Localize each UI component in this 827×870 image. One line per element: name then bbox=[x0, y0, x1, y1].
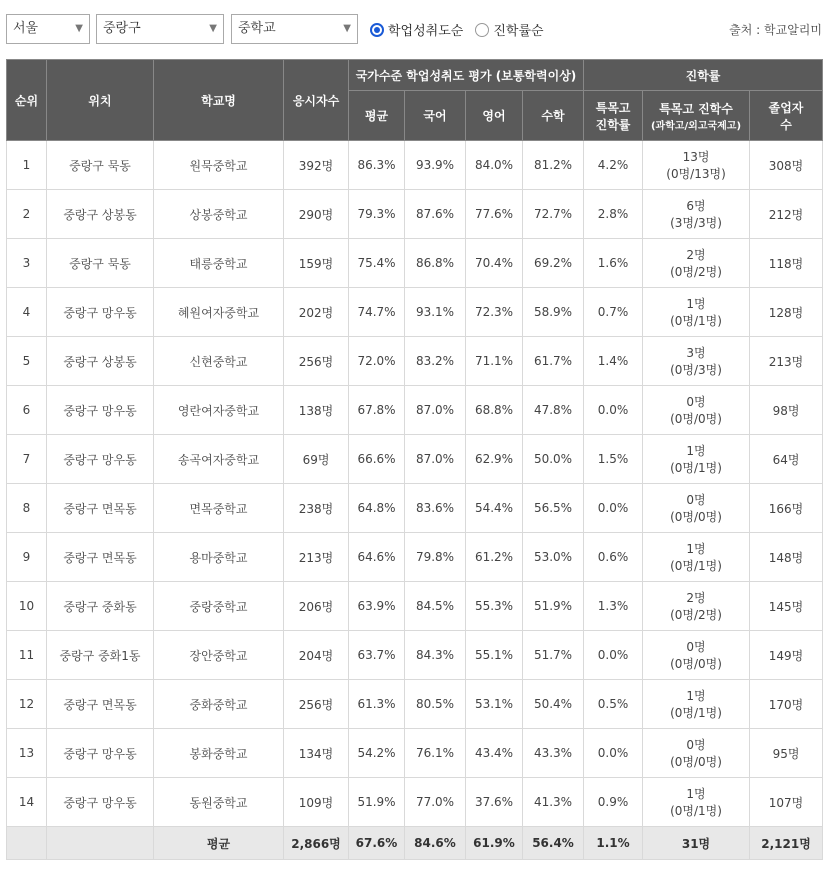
cell-applicants: 290명 bbox=[284, 190, 349, 239]
cell-special-count bbox=[643, 288, 750, 337]
cell-special-count bbox=[643, 190, 750, 239]
special-count-total: 3명 bbox=[686, 346, 706, 360]
cell-korean: 87.0% bbox=[405, 435, 466, 484]
cell-graduates: 98명 bbox=[750, 386, 823, 435]
cell-english: 54.4% bbox=[466, 484, 523, 533]
table-row bbox=[7, 484, 823, 533]
school-type-value: 중학교 bbox=[238, 21, 276, 36]
cell-special-count bbox=[643, 386, 750, 435]
cell-special-rate: 0.9% bbox=[584, 778, 643, 827]
region-select[interactable] bbox=[6, 14, 90, 44]
cell-special-rate: 1.4% bbox=[584, 337, 643, 386]
chevron-down-icon: ▼ bbox=[75, 23, 83, 34]
cell-special-count bbox=[643, 141, 750, 190]
header-achievement-group: 국가수준 학업성취도 평가 (보통학력이상) bbox=[349, 60, 584, 91]
header-location: 위치 bbox=[47, 60, 154, 141]
special-count-total: 1명 bbox=[686, 689, 706, 703]
cell-location: 중랑구 면목동 bbox=[47, 484, 154, 533]
cell-location: 중랑구 망우동 bbox=[47, 729, 154, 778]
special-count-total: 6명 bbox=[686, 199, 706, 213]
cell-rank: 6 bbox=[7, 386, 47, 435]
cell-graduates: 107명 bbox=[750, 778, 823, 827]
special-count-detail: (0명/2명) bbox=[670, 608, 722, 622]
table-row bbox=[7, 631, 823, 680]
header-special-count-line1: 특목고 진학수 bbox=[659, 101, 733, 116]
cell-math: 69.2% bbox=[523, 239, 584, 288]
header-special-rate bbox=[584, 91, 643, 141]
cell-applicants: 159명 bbox=[284, 239, 349, 288]
cell-english: 77.6% bbox=[466, 190, 523, 239]
cell-rank: 5 bbox=[7, 337, 47, 386]
cell-graduates: 166명 bbox=[750, 484, 823, 533]
special-count-detail: (0명/1명) bbox=[670, 461, 722, 475]
cell-location: 중랑구 면목동 bbox=[47, 680, 154, 729]
special-count-detail: (0명/0명) bbox=[670, 755, 722, 769]
special-count-total: 1명 bbox=[686, 542, 706, 556]
sort-radio-group bbox=[370, 20, 556, 39]
district-select[interactable] bbox=[96, 14, 224, 44]
cell-korean: 80.5% bbox=[405, 680, 466, 729]
cell-math: 50.0% bbox=[523, 435, 584, 484]
sort-radio-advancement[interactable] bbox=[475, 23, 489, 37]
avg-applicants: 2,866명 bbox=[284, 827, 349, 860]
sort-radio-achievement[interactable] bbox=[370, 23, 384, 37]
cell-avg: 74.7% bbox=[349, 288, 405, 337]
cell-applicants: 204명 bbox=[284, 631, 349, 680]
special-count-detail: (0명/3명) bbox=[670, 363, 722, 377]
cell-english: 62.9% bbox=[466, 435, 523, 484]
cell-school: 송곡여자중학교 bbox=[154, 435, 284, 484]
table-row bbox=[7, 337, 823, 386]
cell-applicants: 206명 bbox=[284, 582, 349, 631]
cell-korean: 79.8% bbox=[405, 533, 466, 582]
special-count-detail: (0명/0명) bbox=[670, 412, 722, 426]
school-type-select[interactable] bbox=[231, 14, 358, 44]
cell-english: 55.1% bbox=[466, 631, 523, 680]
cell-special-rate: 2.8% bbox=[584, 190, 643, 239]
cell-math: 50.4% bbox=[523, 680, 584, 729]
cell-applicants: 238명 bbox=[284, 484, 349, 533]
cell-korean: 76.1% bbox=[405, 729, 466, 778]
cell-avg: 51.9% bbox=[349, 778, 405, 827]
avg-special-count: 31명 bbox=[643, 827, 750, 860]
cell-location: 중랑구 망우동 bbox=[47, 435, 154, 484]
cell-applicants: 392명 bbox=[284, 141, 349, 190]
cell-math: 41.3% bbox=[523, 778, 584, 827]
header-math: 수학 bbox=[523, 91, 584, 141]
region-value: 서울 bbox=[13, 21, 39, 36]
cell-avg: 79.3% bbox=[349, 190, 405, 239]
cell-applicants: 202명 bbox=[284, 288, 349, 337]
cell-school: 용마중학교 bbox=[154, 533, 284, 582]
cell-math: 47.8% bbox=[523, 386, 584, 435]
header-korean: 국어 bbox=[405, 91, 466, 141]
header-graduates-line1: 졸업자 bbox=[768, 100, 804, 115]
cell-special-count bbox=[643, 631, 750, 680]
cell-special-rate: 1.5% bbox=[584, 435, 643, 484]
school-ranking-table bbox=[6, 59, 823, 860]
cell-graduates: 148명 bbox=[750, 533, 823, 582]
cell-rank: 2 bbox=[7, 190, 47, 239]
chevron-down-icon: ▼ bbox=[209, 23, 217, 34]
cell-special-count bbox=[643, 729, 750, 778]
cell-school: 봉화중학교 bbox=[154, 729, 284, 778]
cell-school: 동원중학교 bbox=[154, 778, 284, 827]
table-row bbox=[7, 386, 823, 435]
cell-location: 중랑구 묵동 bbox=[47, 239, 154, 288]
table-row bbox=[7, 680, 823, 729]
avg-empty bbox=[47, 827, 154, 860]
header-school: 학교명 bbox=[154, 60, 284, 141]
cell-english: 43.4% bbox=[466, 729, 523, 778]
cell-korean: 77.0% bbox=[405, 778, 466, 827]
cell-applicants: 134명 bbox=[284, 729, 349, 778]
cell-rank: 11 bbox=[7, 631, 47, 680]
header-avg: 평균 bbox=[349, 91, 405, 141]
special-count-total: 0명 bbox=[686, 640, 706, 654]
header-special-rate-line2: 진학률 bbox=[595, 117, 631, 132]
cell-special-rate: 4.2% bbox=[584, 141, 643, 190]
cell-location: 중랑구 망우동 bbox=[47, 778, 154, 827]
cell-school: 중화중학교 bbox=[154, 680, 284, 729]
cell-school: 상봉중학교 bbox=[154, 190, 284, 239]
cell-math: 58.9% bbox=[523, 288, 584, 337]
table-body bbox=[7, 141, 823, 827]
cell-graduates: 212명 bbox=[750, 190, 823, 239]
header-special-count-sub: (과학고/외고국제고) bbox=[650, 120, 742, 132]
special-count-detail: (0명/13명) bbox=[666, 167, 726, 181]
cell-special-rate: 0.0% bbox=[584, 484, 643, 533]
cell-korean: 87.0% bbox=[405, 386, 466, 435]
cell-rank: 4 bbox=[7, 288, 47, 337]
cell-school: 중랑중학교 bbox=[154, 582, 284, 631]
cell-math: 53.0% bbox=[523, 533, 584, 582]
special-count-total: 2명 bbox=[686, 248, 706, 262]
cell-rank: 14 bbox=[7, 778, 47, 827]
cell-math: 51.9% bbox=[523, 582, 584, 631]
cell-special-rate: 1.6% bbox=[584, 239, 643, 288]
header-graduates bbox=[750, 91, 823, 141]
cell-rank: 12 bbox=[7, 680, 47, 729]
cell-avg: 63.7% bbox=[349, 631, 405, 680]
cell-special-count bbox=[643, 337, 750, 386]
special-count-total: 0명 bbox=[686, 395, 706, 409]
cell-avg: 67.8% bbox=[349, 386, 405, 435]
avg-english: 61.9% bbox=[466, 827, 523, 860]
cell-korean: 83.2% bbox=[405, 337, 466, 386]
cell-korean: 93.9% bbox=[405, 141, 466, 190]
cell-applicants: 69명 bbox=[284, 435, 349, 484]
cell-english: 71.1% bbox=[466, 337, 523, 386]
cell-special-count bbox=[643, 582, 750, 631]
table-row bbox=[7, 778, 823, 827]
avg-graduates: 2,121명 bbox=[750, 827, 823, 860]
cell-rank: 7 bbox=[7, 435, 47, 484]
cell-math: 43.3% bbox=[523, 729, 584, 778]
special-count-detail: (3명/3명) bbox=[670, 216, 722, 230]
filter-bar bbox=[0, 0, 827, 60]
cell-special-count bbox=[643, 778, 750, 827]
cell-korean: 84.5% bbox=[405, 582, 466, 631]
table-row bbox=[7, 729, 823, 778]
cell-rank: 8 bbox=[7, 484, 47, 533]
cell-english: 84.0% bbox=[466, 141, 523, 190]
cell-math: 56.5% bbox=[523, 484, 584, 533]
cell-special-count bbox=[643, 435, 750, 484]
cell-school: 신현중학교 bbox=[154, 337, 284, 386]
cell-korean: 84.3% bbox=[405, 631, 466, 680]
cell-special-rate: 0.5% bbox=[584, 680, 643, 729]
cell-rank: 9 bbox=[7, 533, 47, 582]
cell-location: 중랑구 면목동 bbox=[47, 533, 154, 582]
special-count-total: 0명 bbox=[686, 493, 706, 507]
cell-english: 53.1% bbox=[466, 680, 523, 729]
cell-applicants: 213명 bbox=[284, 533, 349, 582]
header-special-rate-line1: 특목고 bbox=[595, 100, 631, 115]
cell-special-rate: 0.7% bbox=[584, 288, 643, 337]
cell-applicants: 138명 bbox=[284, 386, 349, 435]
header-applicants: 응시자수 bbox=[284, 60, 349, 141]
cell-special-count bbox=[643, 239, 750, 288]
header-special-count bbox=[643, 91, 750, 141]
cell-graduates: 118명 bbox=[750, 239, 823, 288]
cell-special-rate: 0.6% bbox=[584, 533, 643, 582]
special-count-detail: (0명/1명) bbox=[670, 314, 722, 328]
avg-avg: 67.6% bbox=[349, 827, 405, 860]
cell-school: 태릉중학교 bbox=[154, 239, 284, 288]
header-rank: 순위 bbox=[7, 60, 47, 141]
cell-special-rate: 0.0% bbox=[584, 631, 643, 680]
header-graduates-line2: 수 bbox=[780, 117, 792, 132]
table-row bbox=[7, 288, 823, 337]
cell-rank: 13 bbox=[7, 729, 47, 778]
cell-korean: 93.1% bbox=[405, 288, 466, 337]
cell-math: 81.2% bbox=[523, 141, 584, 190]
sort-label-achievement[interactable]: 학업성취도순 bbox=[388, 24, 464, 39]
avg-math: 56.4% bbox=[523, 827, 584, 860]
cell-special-rate: 1.3% bbox=[584, 582, 643, 631]
special-count-detail: (0명/2명) bbox=[670, 265, 722, 279]
avg-empty bbox=[7, 827, 47, 860]
cell-applicants: 256명 bbox=[284, 680, 349, 729]
cell-korean: 83.6% bbox=[405, 484, 466, 533]
cell-special-count bbox=[643, 484, 750, 533]
cell-special-count bbox=[643, 680, 750, 729]
cell-location: 중랑구 묵동 bbox=[47, 141, 154, 190]
cell-location: 중랑구 상봉동 bbox=[47, 337, 154, 386]
cell-location: 중랑구 망우동 bbox=[47, 386, 154, 435]
cell-graduates: 128명 bbox=[750, 288, 823, 337]
table-row bbox=[7, 141, 823, 190]
cell-location: 중랑구 중화1동 bbox=[47, 631, 154, 680]
cell-english: 37.6% bbox=[466, 778, 523, 827]
special-count-detail: (0명/0명) bbox=[670, 510, 722, 524]
cell-location: 중랑구 상봉동 bbox=[47, 190, 154, 239]
cell-school: 원묵중학교 bbox=[154, 141, 284, 190]
sort-label-advancement[interactable]: 진학률순 bbox=[493, 24, 544, 39]
table-row bbox=[7, 533, 823, 582]
special-count-detail: (0명/1명) bbox=[670, 559, 722, 573]
cell-school: 면목중학교 bbox=[154, 484, 284, 533]
cell-graduates: 308명 bbox=[750, 141, 823, 190]
cell-location: 중랑구 망우동 bbox=[47, 288, 154, 337]
header-english: 영어 bbox=[466, 91, 523, 141]
cell-english: 72.3% bbox=[466, 288, 523, 337]
table-row bbox=[7, 190, 823, 239]
cell-avg: 64.6% bbox=[349, 533, 405, 582]
table-row bbox=[7, 239, 823, 288]
cell-special-count bbox=[643, 533, 750, 582]
cell-graduates: 95명 bbox=[750, 729, 823, 778]
special-count-total: 1명 bbox=[686, 297, 706, 311]
cell-graduates: 213명 bbox=[750, 337, 823, 386]
cell-graduates: 64명 bbox=[750, 435, 823, 484]
cell-english: 70.4% bbox=[466, 239, 523, 288]
cell-math: 61.7% bbox=[523, 337, 584, 386]
avg-special-rate: 1.1% bbox=[584, 827, 643, 860]
cell-korean: 86.8% bbox=[405, 239, 466, 288]
header-advancement-group: 진학률 bbox=[584, 60, 823, 91]
cell-rank: 10 bbox=[7, 582, 47, 631]
cell-avg: 75.4% bbox=[349, 239, 405, 288]
table-row bbox=[7, 435, 823, 484]
cell-graduates: 149명 bbox=[750, 631, 823, 680]
cell-special-rate: 0.0% bbox=[584, 386, 643, 435]
source-note: 출처 : 학교알리미 bbox=[729, 23, 822, 37]
special-count-total: 13명 bbox=[682, 150, 710, 164]
cell-english: 68.8% bbox=[466, 386, 523, 435]
special-count-detail: (0명/1명) bbox=[670, 706, 722, 720]
special-count-total: 0명 bbox=[686, 738, 706, 752]
cell-avg: 72.0% bbox=[349, 337, 405, 386]
cell-avg: 61.3% bbox=[349, 680, 405, 729]
special-count-total: 1명 bbox=[686, 787, 706, 801]
cell-school: 영란여자중학교 bbox=[154, 386, 284, 435]
cell-avg: 66.6% bbox=[349, 435, 405, 484]
cell-english: 55.3% bbox=[466, 582, 523, 631]
special-count-total: 2명 bbox=[686, 591, 706, 605]
cell-rank: 1 bbox=[7, 141, 47, 190]
cell-avg: 54.2% bbox=[349, 729, 405, 778]
cell-rank: 3 bbox=[7, 239, 47, 288]
avg-korean: 84.6% bbox=[405, 827, 466, 860]
cell-avg: 63.9% bbox=[349, 582, 405, 631]
district-value: 중랑구 bbox=[103, 21, 141, 36]
cell-special-rate: 0.0% bbox=[584, 729, 643, 778]
special-count-detail: (0명/1명) bbox=[670, 804, 722, 818]
cell-graduates: 170명 bbox=[750, 680, 823, 729]
special-count-total: 1명 bbox=[686, 444, 706, 458]
cell-math: 51.7% bbox=[523, 631, 584, 680]
cell-applicants: 256명 bbox=[284, 337, 349, 386]
table-row bbox=[7, 582, 823, 631]
cell-avg: 86.3% bbox=[349, 141, 405, 190]
cell-avg: 64.8% bbox=[349, 484, 405, 533]
avg-label: 평균 bbox=[154, 827, 284, 860]
cell-applicants: 109명 bbox=[284, 778, 349, 827]
special-count-detail: (0명/0명) bbox=[670, 657, 722, 671]
cell-math: 72.7% bbox=[523, 190, 584, 239]
cell-graduates: 145명 bbox=[750, 582, 823, 631]
cell-location: 중랑구 중화동 bbox=[47, 582, 154, 631]
cell-korean: 87.6% bbox=[405, 190, 466, 239]
cell-school: 장안중학교 bbox=[154, 631, 284, 680]
cell-english: 61.2% bbox=[466, 533, 523, 582]
cell-school: 혜원여자중학교 bbox=[154, 288, 284, 337]
average-row bbox=[7, 827, 823, 860]
chevron-down-icon: ▼ bbox=[343, 23, 351, 34]
